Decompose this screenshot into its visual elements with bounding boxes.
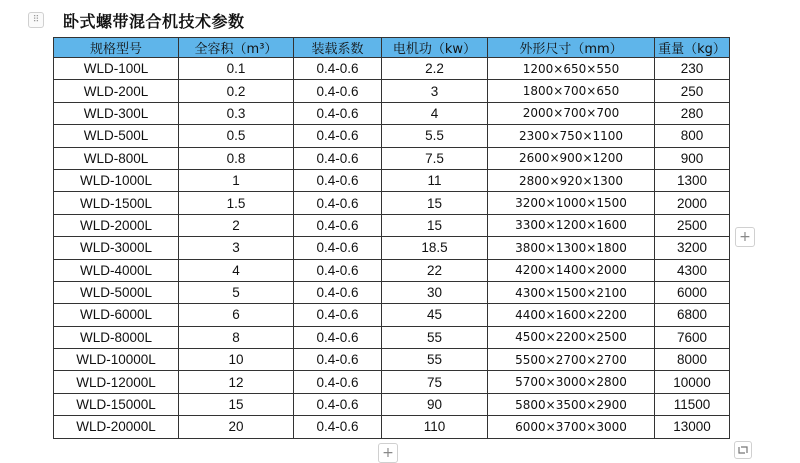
table-row bbox=[54, 80, 730, 102]
cell-weight: 2000 bbox=[655, 192, 730, 214]
cell-weight: 11500 bbox=[655, 393, 730, 415]
cell-volume: 3 bbox=[179, 237, 294, 259]
cell-dimensions: 5700×3000×2800 bbox=[488, 371, 655, 393]
cell-volume: 0.5 bbox=[179, 125, 294, 147]
cell-model: WLD-10000L bbox=[54, 349, 179, 371]
col-header-load-factor: 装载系数 bbox=[294, 38, 382, 58]
cell-dimensions: 5800×3500×2900 bbox=[488, 393, 655, 415]
resize-arrow-icon bbox=[735, 442, 751, 458]
drag-handle-icon[interactable]: ⠿ bbox=[28, 12, 44, 28]
cell-dimensions: 4200×1400×2000 bbox=[488, 259, 655, 281]
table-body bbox=[54, 58, 730, 439]
cell-volume: 0.3 bbox=[179, 102, 294, 124]
cell-dimensions: 6000×3700×3000 bbox=[488, 416, 655, 438]
cell-motor-power: 55 bbox=[382, 326, 488, 348]
cell-volume: 15 bbox=[179, 393, 294, 415]
cell-model: WLD-300L bbox=[54, 102, 179, 124]
cell-dimensions: 1800×700×650 bbox=[488, 80, 655, 102]
cell-load-factor: 0.4-0.6 bbox=[294, 259, 382, 281]
col-header-dimensions: 外形尺寸（mm） bbox=[488, 38, 655, 58]
cell-weight: 2500 bbox=[655, 214, 730, 236]
cell-load-factor: 0.4-0.6 bbox=[294, 214, 382, 236]
cell-model: WLD-1500L bbox=[54, 192, 179, 214]
cell-load-factor: 0.4-0.6 bbox=[294, 416, 382, 438]
spec-table bbox=[53, 37, 730, 439]
col-header-weight: 重量（kg） bbox=[655, 38, 730, 58]
cell-weight: 230 bbox=[655, 58, 730, 80]
cell-load-factor: 0.4-0.6 bbox=[294, 281, 382, 303]
cell-load-factor: 0.4-0.6 bbox=[294, 125, 382, 147]
cell-motor-power: 30 bbox=[382, 281, 488, 303]
cell-volume: 1 bbox=[179, 169, 294, 191]
table-row bbox=[54, 326, 730, 348]
cell-motor-power: 5.5 bbox=[382, 125, 488, 147]
add-row-button[interactable]: + bbox=[378, 443, 398, 463]
cell-volume: 0.8 bbox=[179, 147, 294, 169]
cell-model: WLD-8000L bbox=[54, 326, 179, 348]
table-row bbox=[54, 147, 730, 169]
cell-model: WLD-100L bbox=[54, 58, 179, 80]
cell-weight: 280 bbox=[655, 102, 730, 124]
cell-dimensions: 3300×1200×1600 bbox=[488, 214, 655, 236]
cell-motor-power: 90 bbox=[382, 393, 488, 415]
col-header-volume: 全容积（m³） bbox=[179, 38, 294, 58]
cell-weight: 4300 bbox=[655, 259, 730, 281]
table-row bbox=[54, 393, 730, 415]
cell-model: WLD-800L bbox=[54, 147, 179, 169]
cell-motor-power: 2.2 bbox=[382, 58, 488, 80]
cell-weight: 6800 bbox=[655, 304, 730, 326]
cell-volume: 5 bbox=[179, 281, 294, 303]
cell-model: WLD-2000L bbox=[54, 214, 179, 236]
cell-weight: 8000 bbox=[655, 349, 730, 371]
cell-motor-power: 7.5 bbox=[382, 147, 488, 169]
table-row bbox=[54, 259, 730, 281]
table-header-row bbox=[54, 38, 730, 58]
cell-model: WLD-3000L bbox=[54, 237, 179, 259]
cell-weight: 250 bbox=[655, 80, 730, 102]
table-row bbox=[54, 102, 730, 124]
cell-load-factor: 0.4-0.6 bbox=[294, 304, 382, 326]
document-title: 卧式螺带混合机技术参数 bbox=[63, 12, 245, 31]
cell-load-factor: 0.4-0.6 bbox=[294, 326, 382, 348]
table-row bbox=[54, 192, 730, 214]
cell-motor-power: 55 bbox=[382, 349, 488, 371]
table-row bbox=[54, 58, 730, 80]
cell-volume: 12 bbox=[179, 371, 294, 393]
cell-load-factor: 0.4-0.6 bbox=[294, 393, 382, 415]
cell-model: WLD-1000L bbox=[54, 169, 179, 191]
cell-model: WLD-4000L bbox=[54, 259, 179, 281]
cell-load-factor: 0.4-0.6 bbox=[294, 58, 382, 80]
cell-load-factor: 0.4-0.6 bbox=[294, 192, 382, 214]
table-row bbox=[54, 214, 730, 236]
cell-motor-power: 15 bbox=[382, 214, 488, 236]
cell-weight: 7600 bbox=[655, 326, 730, 348]
cell-dimensions: 3800×1300×1800 bbox=[488, 237, 655, 259]
cell-dimensions: 4400×1600×2200 bbox=[488, 304, 655, 326]
cell-model: WLD-200L bbox=[54, 80, 179, 102]
col-header-model: 规格型号 bbox=[54, 38, 179, 58]
table-row bbox=[54, 349, 730, 371]
cell-motor-power: 45 bbox=[382, 304, 488, 326]
table-row bbox=[54, 371, 730, 393]
table-row bbox=[54, 416, 730, 438]
cell-motor-power: 18.5 bbox=[382, 237, 488, 259]
cell-load-factor: 0.4-0.6 bbox=[294, 237, 382, 259]
cell-dimensions: 5500×2700×2700 bbox=[488, 349, 655, 371]
cell-load-factor: 0.4-0.6 bbox=[294, 102, 382, 124]
cell-load-factor: 0.4-0.6 bbox=[294, 169, 382, 191]
table-row bbox=[54, 237, 730, 259]
table-row bbox=[54, 125, 730, 147]
cell-motor-power: 75 bbox=[382, 371, 488, 393]
cell-motor-power: 11 bbox=[382, 169, 488, 191]
cell-dimensions: 2800×920×1300 bbox=[488, 169, 655, 191]
cell-volume: 0.2 bbox=[179, 80, 294, 102]
cell-motor-power: 15 bbox=[382, 192, 488, 214]
cell-volume: 20 bbox=[179, 416, 294, 438]
cell-model: WLD-15000L bbox=[54, 393, 179, 415]
cell-load-factor: 0.4-0.6 bbox=[294, 349, 382, 371]
cell-volume: 0.1 bbox=[179, 58, 294, 80]
cell-model: WLD-6000L bbox=[54, 304, 179, 326]
cell-motor-power: 22 bbox=[382, 259, 488, 281]
table-row bbox=[54, 169, 730, 191]
cell-model: WLD-500L bbox=[54, 125, 179, 147]
cell-dimensions: 4300×1500×2100 bbox=[488, 281, 655, 303]
cell-weight: 3200 bbox=[655, 237, 730, 259]
cell-weight: 800 bbox=[655, 125, 730, 147]
cell-weight: 6000 bbox=[655, 281, 730, 303]
add-column-button[interactable]: + bbox=[735, 227, 755, 247]
cell-motor-power: 4 bbox=[382, 102, 488, 124]
col-header-motor-power: 电机功（kw） bbox=[382, 38, 488, 58]
cell-volume: 1.5 bbox=[179, 192, 294, 214]
cell-dimensions: 1200×650×550 bbox=[488, 58, 655, 80]
cell-load-factor: 0.4-0.6 bbox=[294, 147, 382, 169]
cell-dimensions: 2300×750×1100 bbox=[488, 125, 655, 147]
cell-model: WLD-5000L bbox=[54, 281, 179, 303]
cell-weight: 10000 bbox=[655, 371, 730, 393]
table-row bbox=[54, 281, 730, 303]
cell-volume: 4 bbox=[179, 259, 294, 281]
cell-dimensions: 2000×700×700 bbox=[488, 102, 655, 124]
cell-motor-power: 3 bbox=[382, 80, 488, 102]
cell-model: WLD-20000L bbox=[54, 416, 179, 438]
cell-weight: 13000 bbox=[655, 416, 730, 438]
cell-dimensions: 4500×2200×2500 bbox=[488, 326, 655, 348]
cell-dimensions: 3200×1000×1500 bbox=[488, 192, 655, 214]
cell-volume: 10 bbox=[179, 349, 294, 371]
resize-handle-icon[interactable] bbox=[734, 441, 752, 459]
cell-volume: 6 bbox=[179, 304, 294, 326]
cell-model: WLD-12000L bbox=[54, 371, 179, 393]
cell-motor-power: 110 bbox=[382, 416, 488, 438]
cell-weight: 900 bbox=[655, 147, 730, 169]
cell-load-factor: 0.4-0.6 bbox=[294, 80, 382, 102]
cell-load-factor: 0.4-0.6 bbox=[294, 371, 382, 393]
cell-volume: 2 bbox=[179, 214, 294, 236]
cell-volume: 8 bbox=[179, 326, 294, 348]
table-row bbox=[54, 304, 730, 326]
cell-dimensions: 2600×900×1200 bbox=[488, 147, 655, 169]
cell-weight: 1300 bbox=[655, 169, 730, 191]
